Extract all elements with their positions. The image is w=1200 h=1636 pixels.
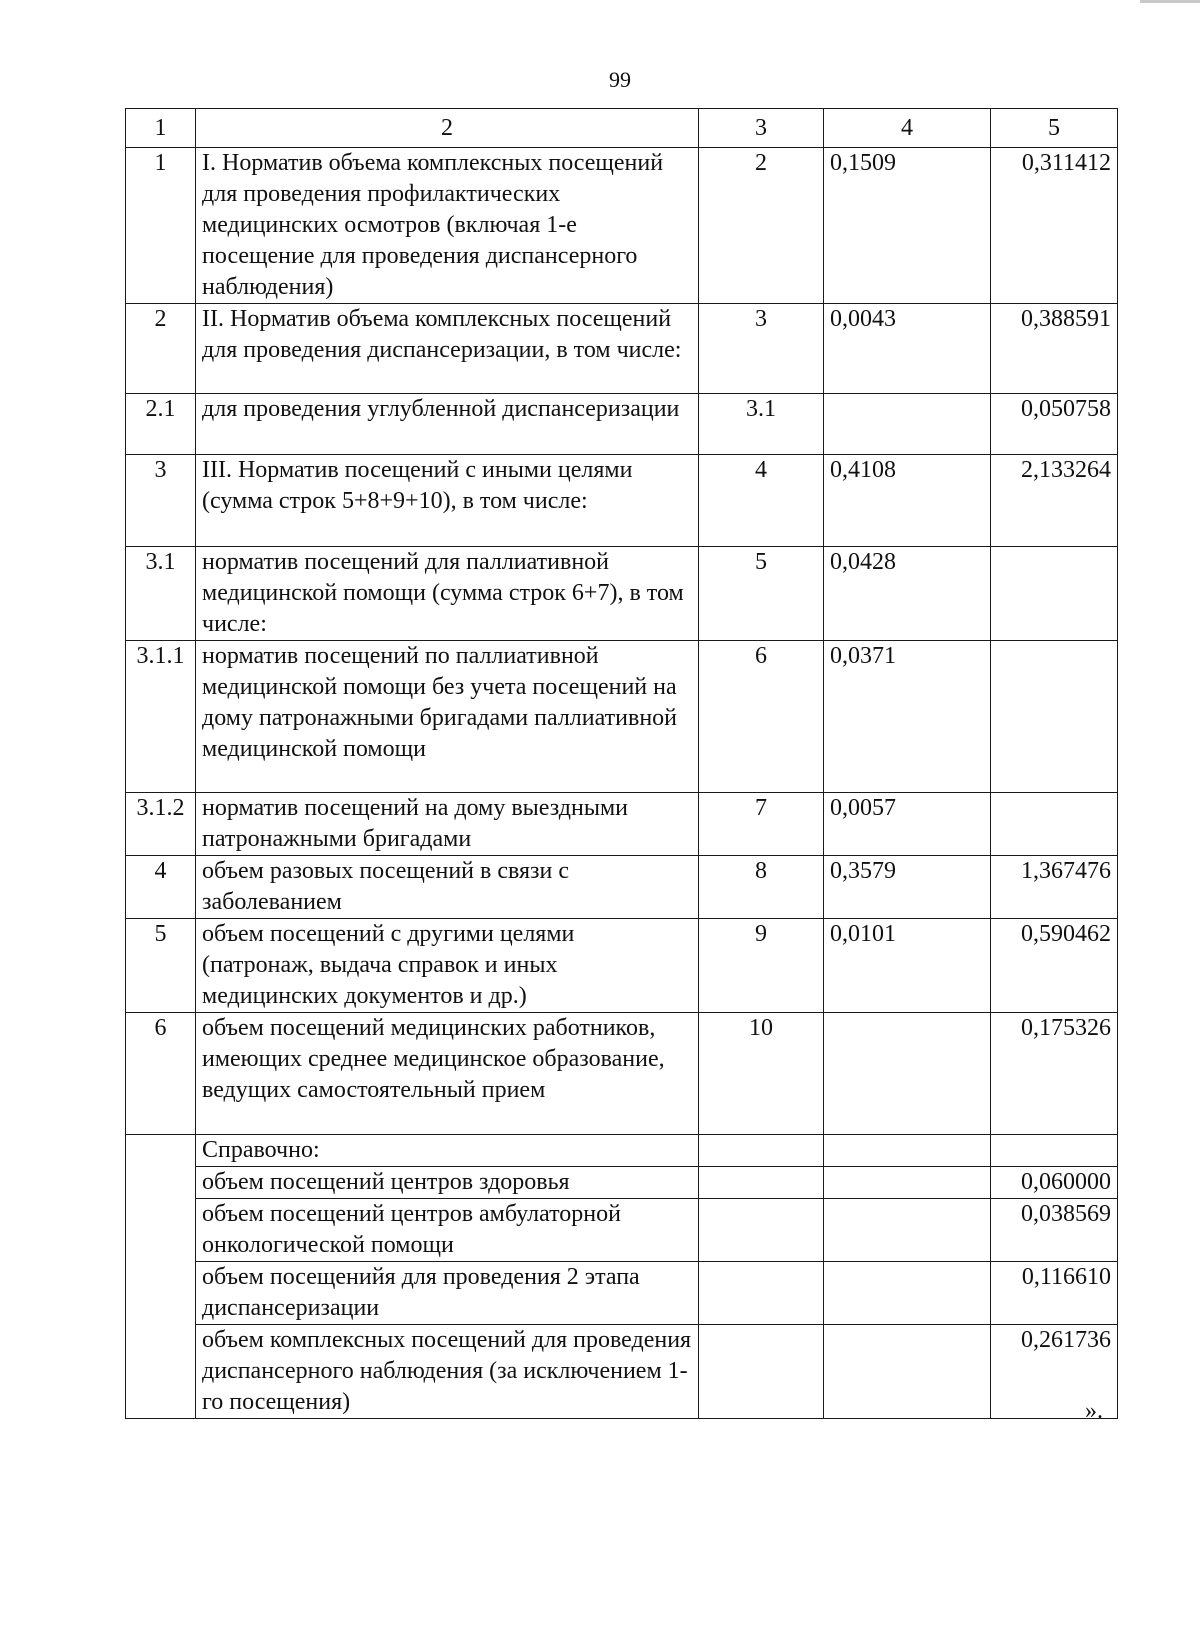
row-description: II. Норматив объема комплексных посещений для проведения диспансеризации, в том числе: bbox=[196, 304, 699, 394]
header-cell: 3 bbox=[699, 109, 824, 148]
reference-number-cell bbox=[126, 1135, 196, 1419]
row-value-col5: 0,311412 bbox=[991, 148, 1118, 304]
row-description: объем разовых посещений в связи с заболеванием bbox=[196, 856, 699, 919]
row-value-col4: 0,4108 bbox=[824, 455, 991, 547]
row-value-col4 bbox=[824, 1013, 991, 1135]
table-row bbox=[126, 1013, 1118, 1135]
norms-table-container bbox=[125, 108, 1118, 1419]
row-value-col5 bbox=[991, 793, 1118, 856]
reference-value-col4 bbox=[824, 1325, 991, 1419]
row-value-col4: 0,0428 bbox=[824, 547, 991, 641]
reference-row bbox=[126, 1135, 1118, 1167]
table-row bbox=[126, 394, 1118, 455]
page-number: 99 bbox=[609, 67, 631, 92]
row-value-col5 bbox=[991, 547, 1118, 641]
row-number: 5 bbox=[126, 919, 196, 1013]
row-value-col5 bbox=[991, 641, 1118, 793]
table-row bbox=[126, 547, 1118, 641]
reference-value-col4 bbox=[824, 1262, 991, 1325]
row-line-code: 10 bbox=[699, 1013, 824, 1135]
reference-row bbox=[126, 1199, 1118, 1262]
row-value-col5: 0,590462 bbox=[991, 919, 1118, 1013]
row-number: 2.1 bbox=[126, 394, 196, 455]
reference-description: объем посещений центров амбулаторной онкологической помощи bbox=[196, 1199, 699, 1262]
table-row bbox=[126, 641, 1118, 793]
reference-line-code bbox=[699, 1262, 824, 1325]
row-line-code: 4 bbox=[699, 455, 824, 547]
header-cell: 1 bbox=[126, 109, 196, 148]
header-cell: 2 bbox=[196, 109, 699, 148]
row-line-code: 5 bbox=[699, 547, 824, 641]
table-row bbox=[126, 856, 1118, 919]
table-row bbox=[126, 793, 1118, 856]
reference-value-col4 bbox=[824, 1135, 991, 1167]
table-row bbox=[126, 304, 1118, 394]
row-description: III. Норматив посещений с иными целями (сумма строк 5+8+9+10), в том числе: bbox=[196, 455, 699, 547]
reference-line-code bbox=[699, 1325, 824, 1419]
row-value-col5: 2,133264 bbox=[991, 455, 1118, 547]
row-number: 3 bbox=[126, 455, 196, 547]
reference-description: объем комплексных посещений для проведения диспансерного наблюдения (за исключением 1-го посещения) bbox=[196, 1325, 699, 1419]
header-cell: 4 bbox=[824, 109, 991, 148]
row-line-code: 6 bbox=[699, 641, 824, 793]
reference-value-col5 bbox=[991, 1135, 1118, 1167]
row-description: норматив посещений на дому выездными патронажными бригадами bbox=[196, 793, 699, 856]
row-value-col4: 0,3579 bbox=[824, 856, 991, 919]
reference-row bbox=[126, 1167, 1118, 1199]
row-number: 2 bbox=[126, 304, 196, 394]
norms-table bbox=[125, 108, 1118, 1419]
row-line-code: 8 bbox=[699, 856, 824, 919]
row-number: 3.1.1 bbox=[126, 641, 196, 793]
row-value-col5: 0,050758 bbox=[991, 394, 1118, 455]
row-number: 3.1.2 bbox=[126, 793, 196, 856]
reference-value-col5: 0,060000 bbox=[991, 1167, 1118, 1199]
row-line-code: 3.1 bbox=[699, 394, 824, 455]
row-description: норматив посещений для паллиативной медицинской помощи (сумма строк 6+7), в том числе: bbox=[196, 547, 699, 641]
scan-edge-mark bbox=[1140, 0, 1200, 3]
reference-line-code bbox=[699, 1135, 824, 1167]
row-number: 4 bbox=[126, 856, 196, 919]
table-row bbox=[126, 455, 1118, 547]
row-number: 3.1 bbox=[126, 547, 196, 641]
row-value-col5: 0,175326 bbox=[991, 1013, 1118, 1135]
table-header-row bbox=[126, 109, 1118, 148]
row-line-code: 9 bbox=[699, 919, 824, 1013]
table-row bbox=[126, 919, 1118, 1013]
table-row bbox=[126, 148, 1118, 304]
row-value-col4: 0,0371 bbox=[824, 641, 991, 793]
header-cell: 5 bbox=[991, 109, 1118, 148]
closing-quote-mark: ». bbox=[1085, 1398, 1103, 1424]
reference-description: объем посещенийя для проведения 2 этапа диспансеризации bbox=[196, 1262, 699, 1325]
row-value-col5: 0,388591 bbox=[991, 304, 1118, 394]
reference-row bbox=[126, 1325, 1118, 1419]
reference-value-col4 bbox=[824, 1167, 991, 1199]
row-number: 6 bbox=[126, 1013, 196, 1135]
row-line-code: 2 bbox=[699, 148, 824, 304]
row-description: норматив посещений по паллиативной медицинской помощи без учета посещений на дому патронажными бригадами паллиативной медицинской помощи bbox=[196, 641, 699, 793]
reference-value-col5: 0,116610 bbox=[991, 1262, 1118, 1325]
row-description: объем посещений с другими целями (патронаж, выдача справок и иных медицинских документов и др.) bbox=[196, 919, 699, 1013]
reference-value-col5: 0,038569 bbox=[991, 1199, 1118, 1262]
row-description: для проведения углубленной диспансеризации bbox=[196, 394, 699, 455]
reference-line-code bbox=[699, 1167, 824, 1199]
reference-description: объем посещений центров здоровья bbox=[196, 1167, 699, 1199]
row-value-col5: 1,367476 bbox=[991, 856, 1118, 919]
row-value-col4: 0,0043 bbox=[824, 304, 991, 394]
row-number: 1 bbox=[126, 148, 196, 304]
row-value-col4 bbox=[824, 394, 991, 455]
row-value-col4: 0,0101 bbox=[824, 919, 991, 1013]
reference-description: Справочно: bbox=[196, 1135, 699, 1167]
row-line-code: 3 bbox=[699, 304, 824, 394]
reference-value-col4 bbox=[824, 1199, 991, 1262]
reference-row bbox=[126, 1262, 1118, 1325]
row-value-col4: 0,0057 bbox=[824, 793, 991, 856]
row-description: I. Норматив объема комплексных посещений для проведения профилактических медицинских осмотров (включая 1-е посещение для проведения диспансерного наблюдения) bbox=[196, 148, 699, 304]
row-line-code: 7 bbox=[699, 793, 824, 856]
row-value-col4: 0,1509 bbox=[824, 148, 991, 304]
row-description: объем посещений медицинских работников, имеющих среднее медицинское образование, ведущих самостоятельный прием bbox=[196, 1013, 699, 1135]
reference-line-code bbox=[699, 1199, 824, 1262]
reference-value-col5: 0,261736 bbox=[991, 1325, 1118, 1419]
